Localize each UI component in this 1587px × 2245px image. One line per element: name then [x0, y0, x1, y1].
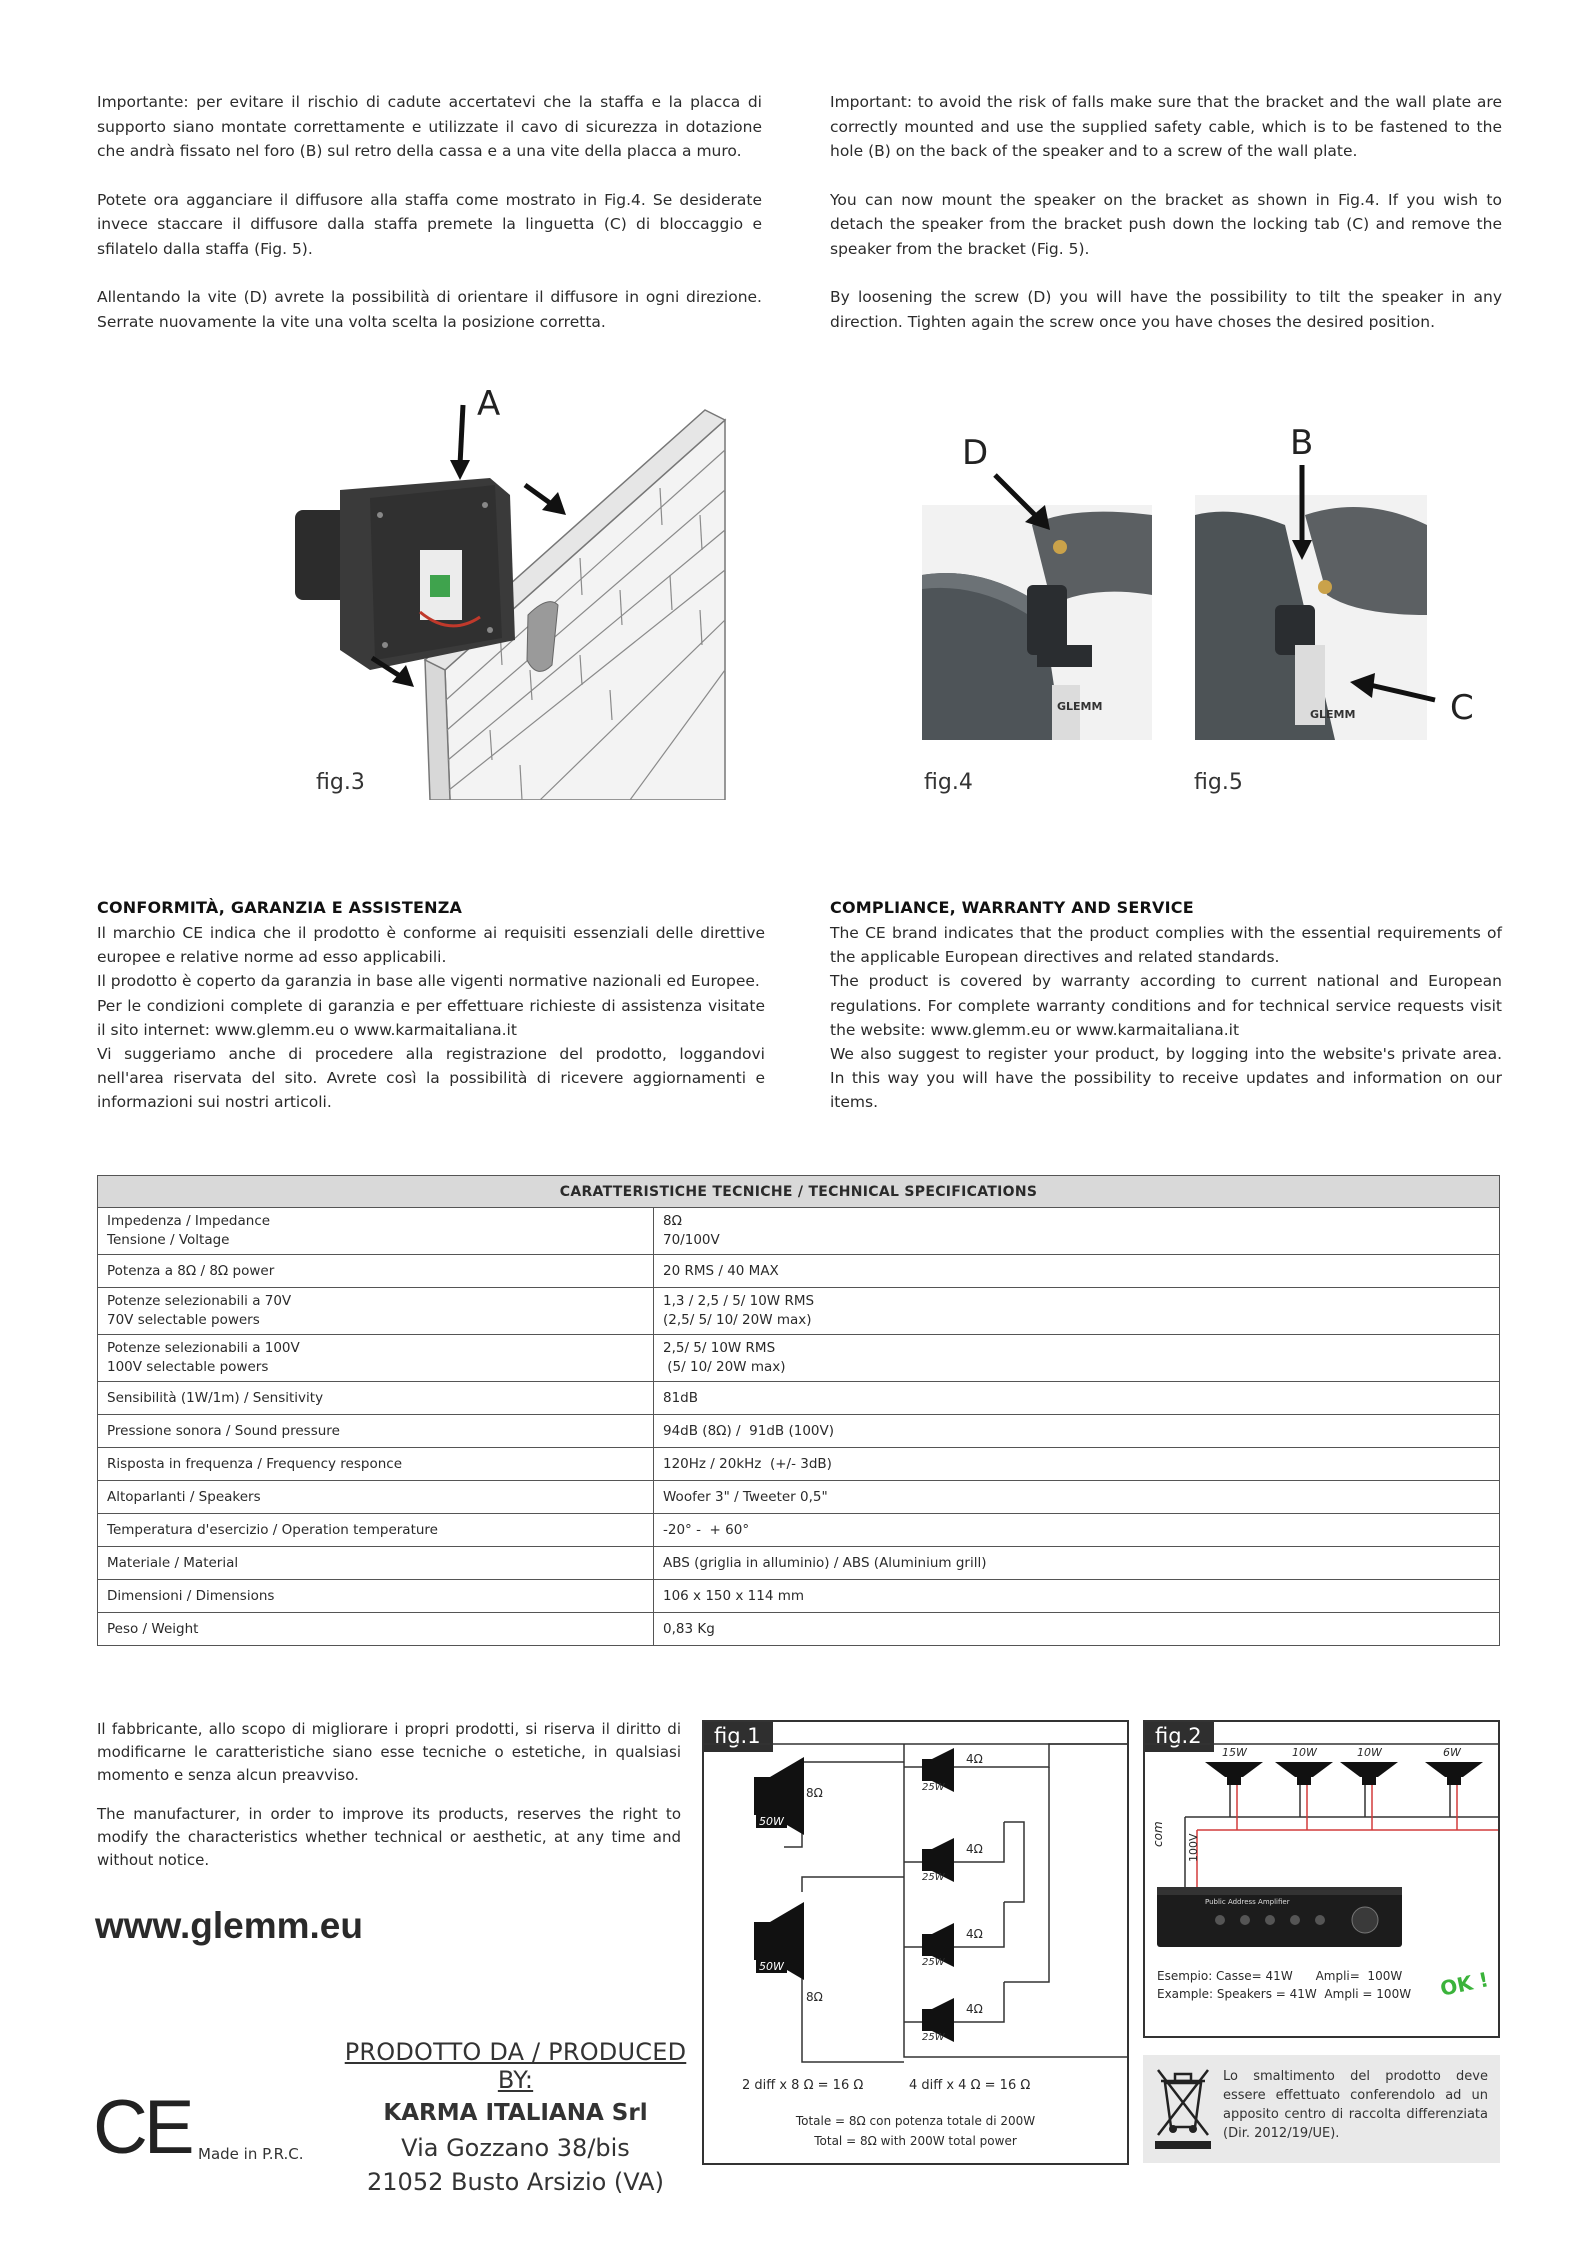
fig4-graphic: [922, 505, 1152, 740]
fig1-woofer2-watts: 50W: [756, 1960, 787, 1973]
made-in-label: Made in P.R.C.: [198, 2145, 304, 2163]
compliance-it-line: Per le condizioni complete di garanzia e per effettuare richieste di assistenza visitate il sito internet: www.glemm.eu o www.karmaitaliana.it: [97, 996, 765, 1039]
fig1-tweeter-4-ohm: 4Ω: [966, 2002, 983, 2016]
manufacturer-note-en: The manufacturer, in order to improve its products, reserves the right to modify the characteristics whether technical or aesthetic, at any time and without notice.: [97, 1805, 681, 1869]
spec-value-line: 0,83 Kg: [663, 1620, 715, 1637]
spec-value: [654, 1481, 1500, 1514]
fig3-illustration: [280, 380, 740, 800]
fig2-box: [1143, 1720, 1500, 2038]
fig3-caption: fig.3: [316, 770, 365, 795]
spec-value: [654, 1448, 1500, 1481]
spec-value: [654, 1208, 1500, 1255]
fig4-brand: GLEMM: [1057, 700, 1103, 713]
fig1-tweeter-2-watts: 25W: [922, 1872, 945, 1883]
fig2-amp-name: Public Address Amplifier: [1205, 1898, 1290, 1906]
fig1-woofer1-watts: 50W: [756, 1815, 787, 1828]
instruction-it-3: Allentando la vite (D) avrete la possibilità di orientare il diffusore in ogni direzione. Serrate nuovamente la vite una volta scelta la posizione corretta.: [97, 288, 762, 331]
spec-label: [98, 1448, 654, 1481]
spec-value: [654, 1288, 1500, 1335]
compliance-it-body: [97, 921, 765, 1115]
spec-value-line: (2,5/ 5/ 10/ 20W max): [663, 1312, 812, 1328]
spec-value-line: 120Hz / 20kHz (+/- 3dB): [663, 1455, 832, 1472]
weee-bin-icon: [1153, 2065, 1213, 2151]
spec-label-line: Peso / Weight: [107, 1620, 199, 1637]
spec-value-line: 2,5/ 5/ 10W RMS: [663, 1340, 776, 1356]
disposal-text: Lo smaltimento del prodotto deve essere effettuato conferendolo ad un apposito centro di raccolta differenziata (Dir. 2012/19/UE).: [1223, 2069, 1488, 2141]
fig3-letter-a: A: [477, 384, 501, 424]
spec-row: [98, 1514, 1500, 1547]
compliance-en-body: [830, 921, 1502, 1115]
fig4-letter-d: D: [962, 433, 989, 473]
spec-table: [97, 1175, 1500, 1646]
spec-value-line: 8Ω: [663, 1213, 682, 1229]
fig1-woofer1-ohm: 8Ω: [806, 1786, 823, 1800]
manufacturer-note-it: Il fabbricante, allo scopo di migliorare i propri prodotti, si riserva il diritto di modificarne le caratteristiche siano esse tecniche o estetiche, in qualsiasi momento e senza alcun preavviso.: [97, 1720, 681, 1784]
spec-value: [654, 1255, 1500, 1288]
spec-label: [98, 1288, 654, 1335]
spec-value: [654, 1415, 1500, 1448]
spec-row: [98, 1415, 1500, 1448]
spec-value: [654, 1613, 1500, 1646]
spec-label: [98, 1382, 654, 1415]
spec-label-line: Temperatura d'esercizio / Operation temperature: [107, 1521, 438, 1538]
fig2-speaker-2-watts: 10W: [1292, 1746, 1317, 1759]
compliance-en-title: COMPLIANCE, WARRANTY AND SERVICE: [830, 898, 1194, 917]
fig1-tweeter-3-ohm: 4Ω: [966, 1927, 983, 1941]
fig2-label: fig.2: [1145, 1722, 1214, 1752]
spec-label-line: 100V selectable powers: [107, 1359, 269, 1375]
fig1-wiring-diagram: [704, 1722, 1127, 2163]
spec-value-line: 20 RMS / 40 MAX: [663, 1262, 779, 1279]
fig1-tweeter-2-ohm: 4Ω: [966, 1842, 983, 1856]
spec-table-title: CARATTERISTICHE TECNICHE / TECHNICAL SPECIFICATIONS: [98, 1176, 1500, 1208]
spec-label-line: Tensione / Voltage: [107, 1232, 230, 1248]
fig4-caption: fig.4: [924, 770, 973, 795]
spec-label-line: Risposta in frequenza / Frequency responce: [107, 1455, 403, 1472]
spec-label: [98, 1547, 654, 1580]
instructions-en: [830, 90, 1502, 334]
spec-row: [98, 1448, 1500, 1481]
spec-label: [98, 1415, 654, 1448]
fig1-tweeter-4-watts: 25W: [922, 2032, 945, 2043]
compliance-en-line: The CE brand indicates that the product complies with the essential requirements of the applicable European directives and related standards.: [830, 924, 1502, 967]
compliance-it: [97, 898, 765, 1115]
fig2-ok-label: OK !: [1438, 1967, 1491, 2001]
compliance-it-line: Il prodotto è coperto da garanzia in base alle vigenti normative nazionali ed Europee.: [97, 972, 760, 991]
fig4-photo: [922, 505, 1152, 740]
spec-label: [98, 1335, 654, 1382]
fig1-total-en: Total = 8Ω with 200W total power: [814, 2134, 1017, 2148]
fig1-tweeter-1-watts: 25W: [922, 1782, 945, 1793]
fig1-total-it: Totale = 8Ω con potenza totale di 200W: [795, 2114, 1036, 2128]
spec-row: [98, 1580, 1500, 1613]
spec-label: [98, 1255, 654, 1288]
compliance-it-line: Vi suggeriamo anche di procedere alla registrazione del prodotto, loggandovi nell'area riservata del sito. Avrete così la possibilità di ricevere aggiornamenti e informazioni sui nostri articoli.: [97, 1045, 765, 1112]
spec-row: [98, 1208, 1500, 1255]
compliance-it-line: Il marchio CE indica che il prodotto è conforme ai requisiti essenziali delle direttive europee e relative norme ad esso applicabili.: [97, 924, 765, 967]
compliance-en-line: We also suggest to register your product, by logging into the website's private area. In this way you will have the possibility to receive updates and information on our items.: [830, 1045, 1502, 1112]
spec-label-line: Impedenza / Impedance: [107, 1213, 271, 1229]
spec-row: [98, 1481, 1500, 1514]
spec-value-line: 1,3 / 2,5 / 5/ 10W RMS: [663, 1293, 815, 1309]
spec-value-line: 70/100V: [663, 1232, 720, 1248]
producer-block: [338, 2038, 693, 2196]
spec-label-line: Altoparlanti / Speakers: [107, 1488, 261, 1505]
instruction-en-1: Important: to avoid the risk of falls make sure that the bracket and the wall plate are correctly mounted and use the supplied safety cable, which is to be fastened to the hole (B) on the back of the speaker and to a screw of the wall plate.: [830, 93, 1502, 160]
fig5-arrows: [1280, 460, 1440, 720]
spec-label-line: 70V selectable powers: [107, 1312, 260, 1328]
fig1-formula-tweeters: 4 diff x 4 Ω = 16 Ω: [909, 2078, 1031, 2093]
instructions-it: [97, 90, 762, 334]
spec-label: [98, 1208, 654, 1255]
spec-row: [98, 1255, 1500, 1288]
spec-label-line: Pressione sonora / Sound pressure: [107, 1422, 340, 1439]
spec-value-line: -20° - + 60°: [663, 1521, 750, 1538]
spec-label: [98, 1613, 654, 1646]
fig2-speaker-1-watts: 15W: [1222, 1746, 1247, 1759]
fig2-example-en: Example: Speakers = 41W Ampli = 100W: [1157, 1987, 1412, 2001]
spec-value-line: Woofer 3" / Tweeter 0,5": [663, 1488, 828, 1505]
spec-value-line: 81dB: [663, 1389, 699, 1406]
fig2-speaker-3-watts: 10W: [1357, 1746, 1382, 1759]
spec-row: [98, 1382, 1500, 1415]
manufacturer-note: [97, 1718, 681, 1872]
spec-label: [98, 1514, 654, 1547]
spec-row: [98, 1547, 1500, 1580]
instruction-it-1: Importante: per evitare il rischio di cadute accertatevi che la staffa e la placca di supporto siano montate correttamente e utilizzate il cavo di sicurezza in dotazione che andrà fissato nel foro (B) sul retro della cassa e a una vite della placca a muro.: [97, 93, 762, 160]
fig5-letter-b: B: [1290, 423, 1314, 463]
instruction-en-3: By loosening the screw (D) you will have the possibility to tilt the speaker in any direction. Tighten again the screw once you have choses the desired position.: [830, 288, 1502, 331]
fig5-caption: fig.5: [1194, 770, 1243, 795]
fig1-label: fig.1: [704, 1722, 773, 1752]
spec-row: [98, 1335, 1500, 1382]
spec-row: [98, 1288, 1500, 1335]
spec-value: [654, 1547, 1500, 1580]
spec-value: [654, 1335, 1500, 1382]
instruction-it-2: Potete ora agganciare il diffusore alla staffa come mostrato in Fig.4. Se desiderate invece staccare il diffusore dalla staffa premete la linguetta (C) di bloccaggio e sfilatelo dalla staffa (Fig. 5).: [97, 190, 762, 258]
spec-value: [654, 1580, 1500, 1613]
compliance-en-line: The product is covered by warranty according to current national and European regulations. For complete warranty conditions and for technical service requests visit the website: www.glemm.eu or www.karmaitaliana.it: [830, 972, 1502, 1039]
fig1-box: [702, 1720, 1129, 2165]
disposal-box: [1143, 2055, 1500, 2163]
spec-label-line: Potenza a 8Ω / 8Ω power: [107, 1262, 275, 1279]
spec-label-line: Dimensioni / Dimensions: [107, 1587, 275, 1604]
fig1-formula-woofers: 2 diff x 8 Ω = 16 Ω: [742, 2078, 864, 2093]
fig2-speaker-4-watts: 6W: [1443, 1746, 1461, 1759]
compliance-it-title: CONFORMITÀ, GARANZIA E ASSISTENZA: [97, 898, 463, 917]
fig5-letter-c: C: [1450, 688, 1474, 728]
website-link[interactable]: www.glemm.eu: [95, 1905, 363, 1946]
spec-label: [98, 1580, 654, 1613]
fig2-example-it: Esempio: Casse= 41W Ampli= 100W: [1157, 1969, 1403, 1983]
spec-label-line: Sensibilità (1W/1m) / Sensitivity: [107, 1389, 324, 1406]
spec-value-line: (5/ 10/ 20W max): [663, 1359, 786, 1375]
producer-address-street: Via Gozzano 38/bis: [401, 2134, 630, 2162]
ce-mark: CE: [93, 2085, 191, 2170]
fig1-tweeter-3-watts: 25W: [922, 1957, 945, 1968]
fig1-woofer2-ohm: 8Ω: [806, 1990, 823, 2004]
spec-label-line: Potenze selezionabili a 70V: [107, 1293, 292, 1309]
producer-company: KARMA ITALIANA Srl: [383, 2100, 648, 2126]
spec-label-line: Potenze selezionabili a 100V: [107, 1340, 300, 1356]
fig2-100v-label: 100V: [1187, 1833, 1200, 1862]
compliance-en: [830, 898, 1502, 1115]
spec-value: [654, 1382, 1500, 1415]
spec-table-body: [98, 1208, 1500, 1646]
spec-label: [98, 1481, 654, 1514]
spec-value-line: 106 x 150 x 114 mm: [663, 1587, 805, 1604]
fig4-arrow: [990, 470, 1060, 540]
spec-row: [98, 1613, 1500, 1646]
producer-address-city: 21052 Busto Arsizio (VA): [367, 2168, 664, 2196]
spec-value: [654, 1514, 1500, 1547]
producer-heading: PRODOTTO DA / PRODUCED BY:: [344, 2038, 687, 2094]
spec-label-line: Materiale / Material: [107, 1554, 239, 1571]
fig1-tweeter-1-ohm: 4Ω: [966, 1752, 983, 1766]
fig5-brand: GLEMM: [1310, 708, 1356, 721]
instruction-en-2: You can now mount the speaker on the bracket as shown in Fig.4. If you wish to detach the speaker from the bracket push down the locking tab (C) and remove the speaker from the bracket (Fig. 5).: [830, 190, 1502, 258]
fig2-com-label: com: [1151, 1821, 1165, 1847]
spec-value-line: 94dB (8Ω) / 91dB (100V): [663, 1422, 834, 1439]
spec-value-line: ABS (griglia in alluminio) / ABS (Aluminium grill): [663, 1554, 987, 1571]
